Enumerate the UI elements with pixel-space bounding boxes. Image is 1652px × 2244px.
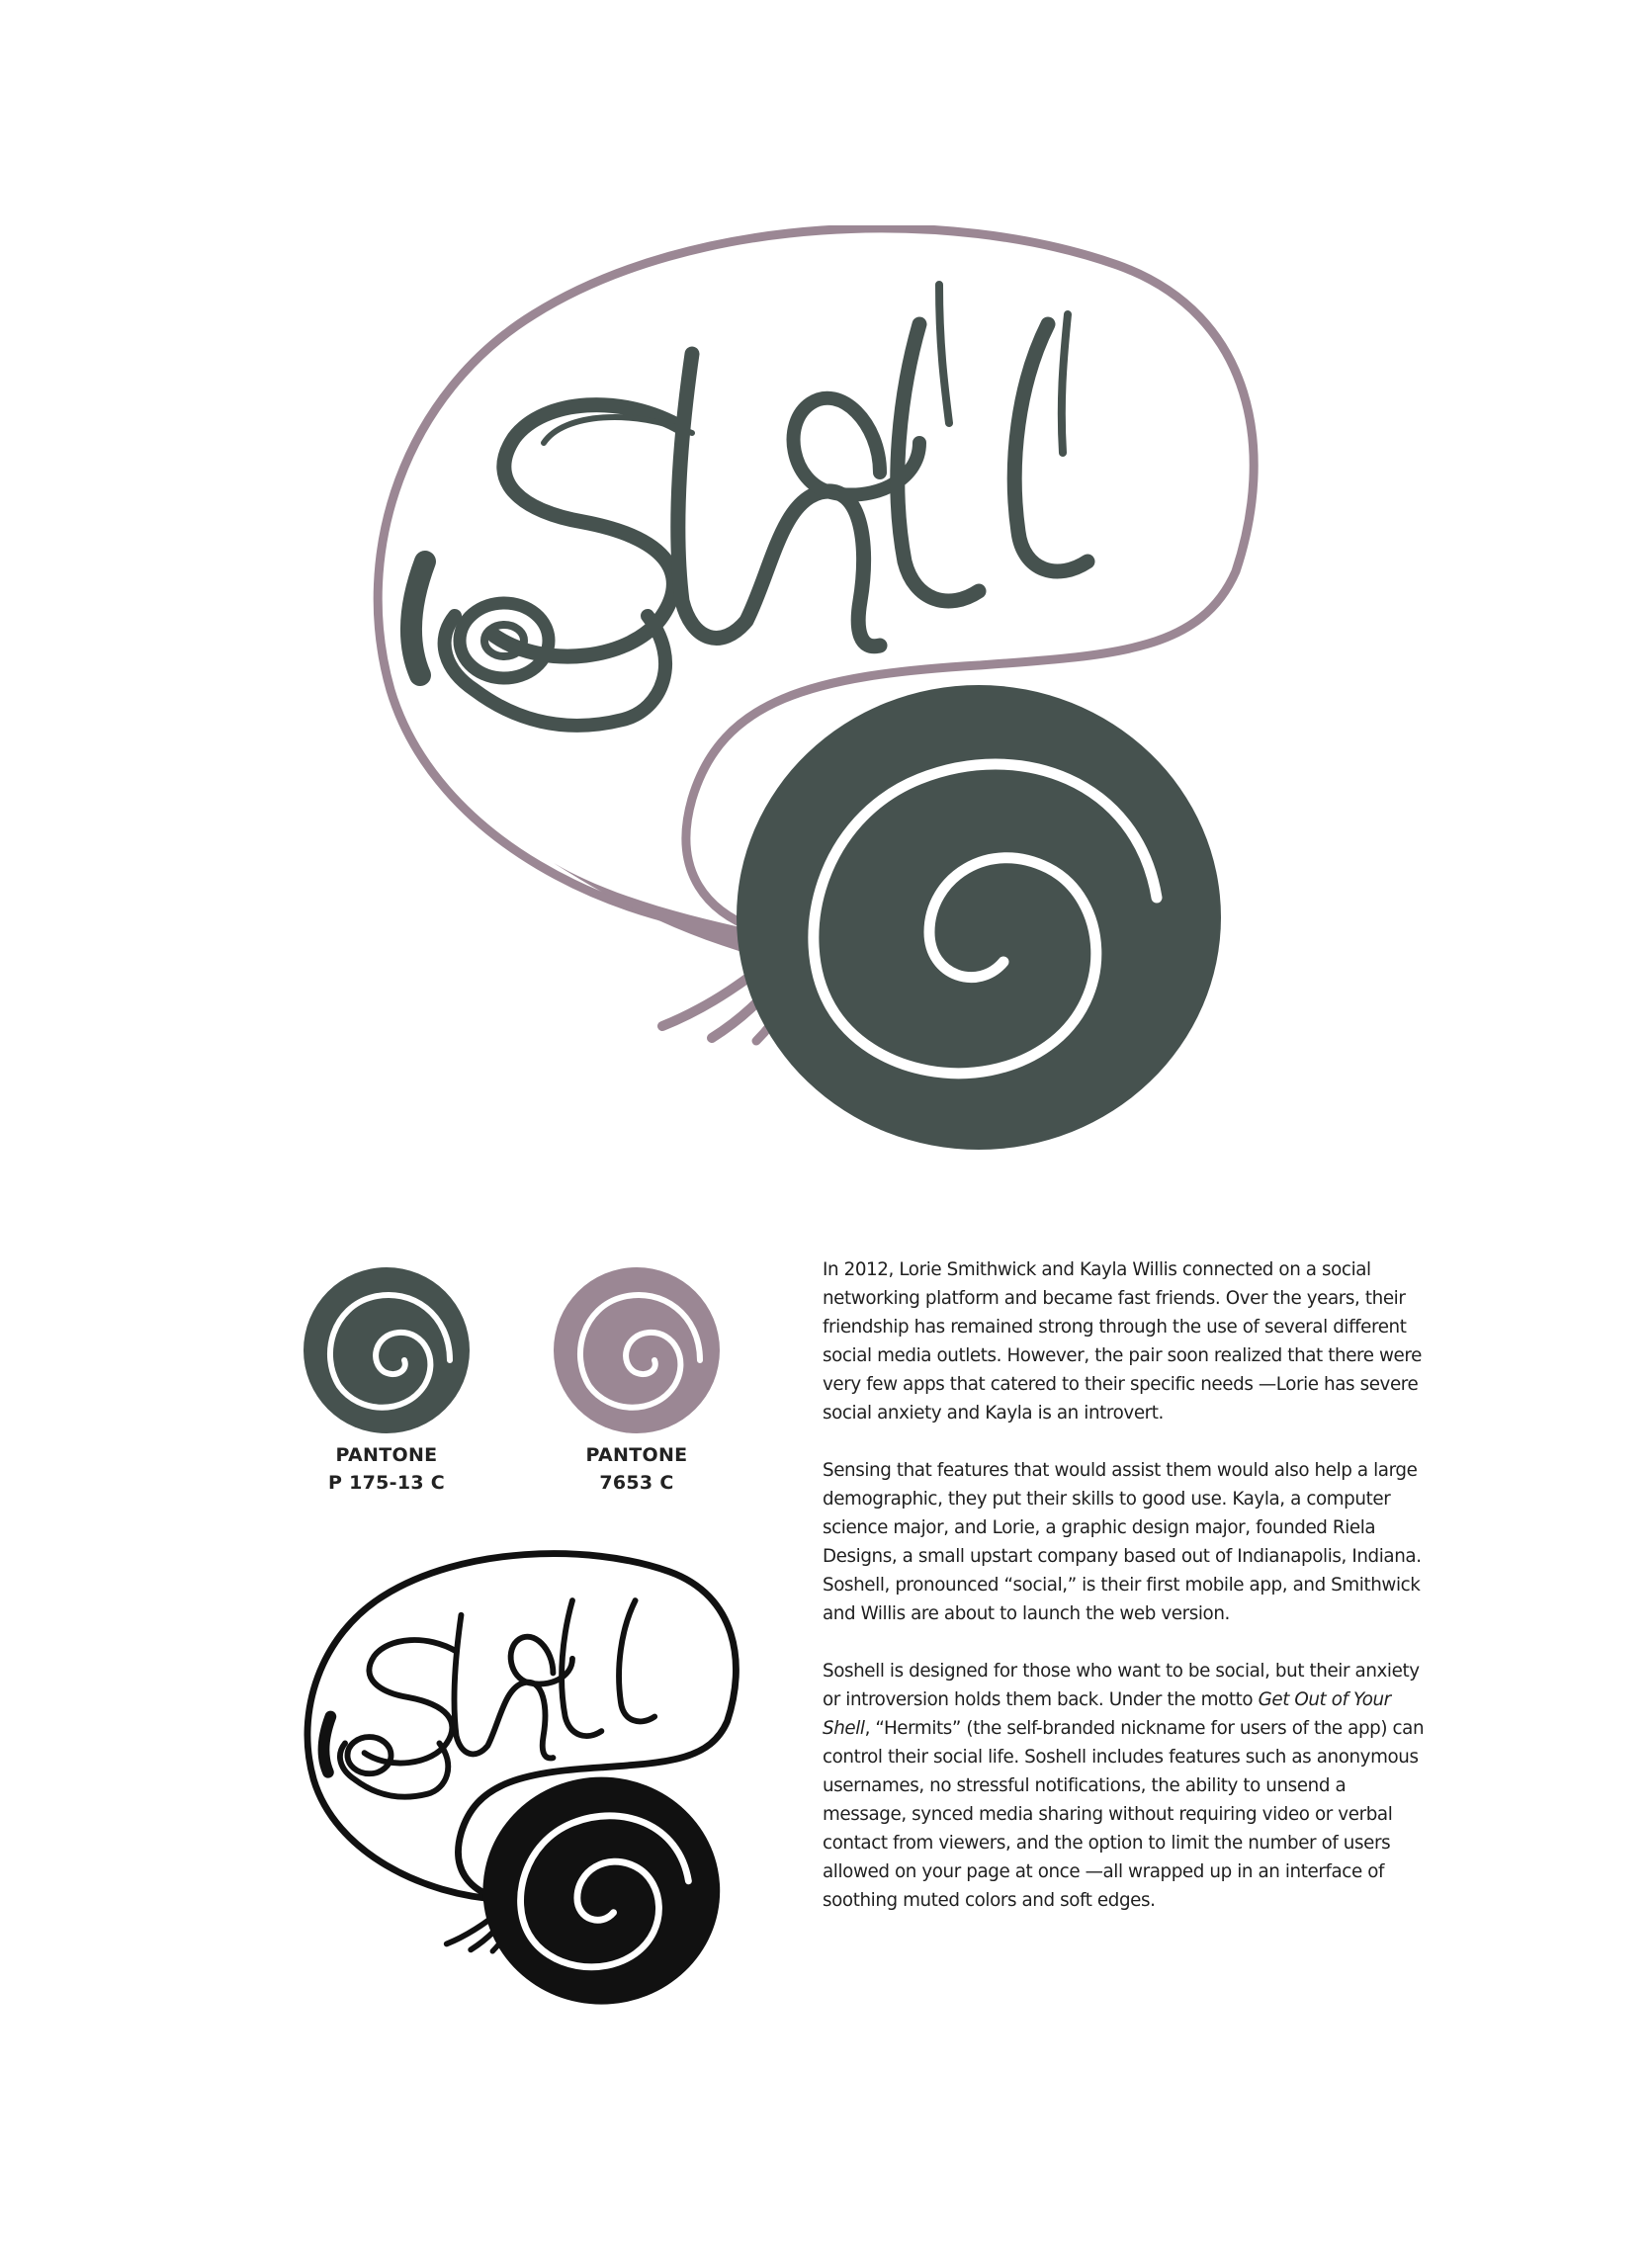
paragraph-features-body: , “Hermits” (the self-branded nickname for users of the app) can control their social life. Soshell includes features such as anonymous usernames, no stressful notifications, the ability to unsend a message, synced media sharing without requiring video or verbal contact from viewers, and the option to limit the number of users allowed on your page at once —all wrapped up in an interface of soothing muted colors and soft edges. [823, 1718, 1425, 1911]
swatch-name-line1: PANTONE [335, 1444, 438, 1466]
swatch-name-line1: PANTONE [585, 1444, 688, 1466]
swatch-name-line2: 7653 C [599, 1472, 674, 1494]
paragraph-features [823, 1657, 1426, 1915]
soshell-logo-color [366, 225, 1285, 1174]
swatch-mauve-icon [552, 1265, 722, 1435]
swatch-label-gray [288, 1441, 485, 1497]
paragraph-features-intro: Soshell is designed for those who want to be social, but their anxiety or introversion holds them back. Under the motto [823, 1661, 1420, 1710]
soshell-logo-mono [302, 1547, 751, 2022]
shell-spiral-icon [482, 1777, 720, 2005]
swatch-label-mauve [538, 1441, 736, 1497]
motto-text: Get Out of Your Shell [823, 1689, 1391, 1739]
swatch-name-line2: P 175-13 C [327, 1472, 446, 1494]
paragraph-founding: Sensing that features that would assist them would also help a large demographic, they put their skills to good use. Kayla, a computer science major, and Lorie, a graphic design major, founded Riela Designs, a small upstart company based out of Indianapolis, Indiana. Soshell, pronounced “social,” is their first mobile app, and Smithwick and Willis are about to launch the web version. [823, 1460, 1422, 1624]
shell-spiral-icon [737, 685, 1221, 1150]
paragraph-origin: In 2012, Lorie Smithwick and Kayla Willis connected on a social networking platform and became fast friends. Over the years, their friendship has remained strong through the use of several different social media outlets. However, the pair soon realized that there were very few apps that catered to their specific needs —Lorie has severe social anxiety and Kayla is an introvert. [823, 1259, 1422, 1424]
brand-story-text [823, 1255, 1426, 1943]
wordmark-lettering [411, 285, 1087, 726]
swatch-gray-icon [302, 1265, 472, 1435]
